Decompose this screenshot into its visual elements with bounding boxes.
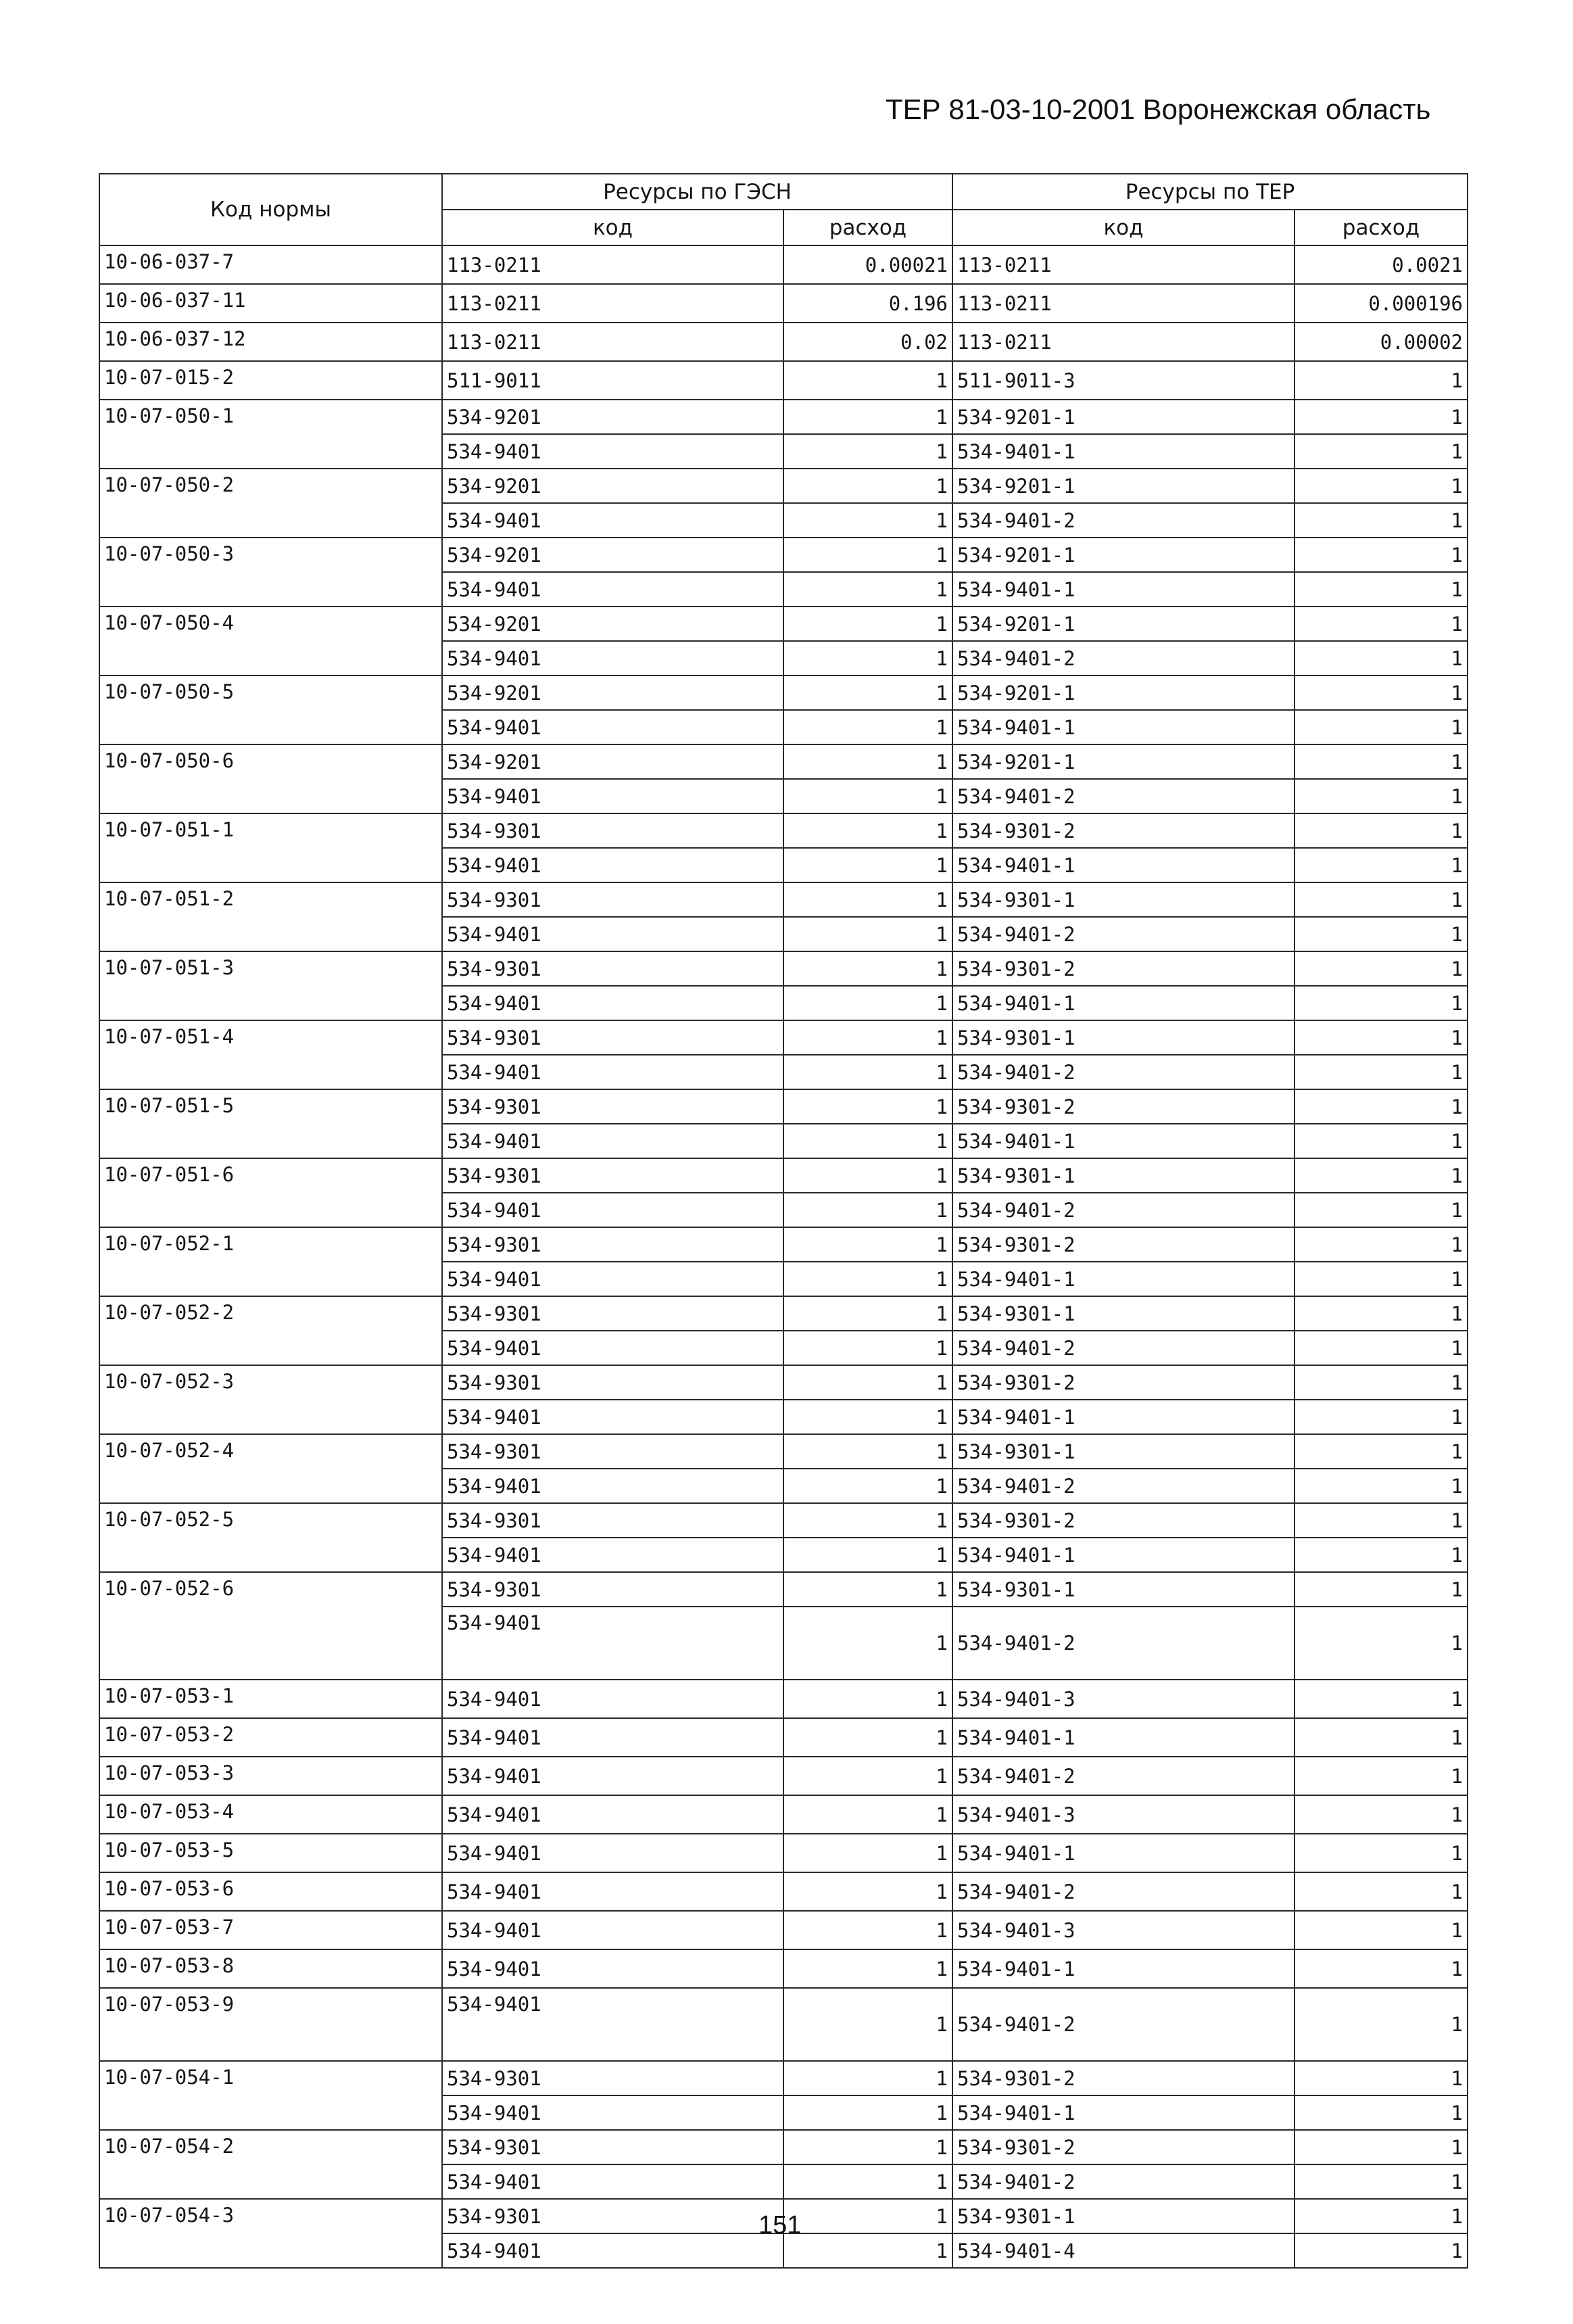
gesn-code-cell: 534-9301: [442, 813, 783, 848]
ter-code-cell: 534-9301-1: [952, 1020, 1294, 1055]
gesn-code-cell: 534-9401: [442, 572, 783, 607]
ter-code-cell: 534-9401-2: [952, 1469, 1294, 1503]
gesn-code-cell: 534-9401: [442, 1680, 783, 1718]
table-row: [99, 607, 1468, 641]
page-number: 151: [758, 2211, 802, 2239]
table-row: [99, 813, 1468, 848]
gesn-amount-cell: 1: [783, 641, 952, 675]
gesn-amount-cell: 1: [783, 848, 952, 882]
gesn-amount-cell: 1: [783, 361, 952, 400]
gesn-amount-cell: 1: [783, 710, 952, 744]
norm-code-cell: 10-07-052-4: [99, 1434, 442, 1503]
ter-amount-cell: 1: [1294, 710, 1468, 744]
ter-amount-cell: 1: [1294, 1834, 1468, 1872]
ter-code-cell: 534-9301-2: [952, 2130, 1294, 2164]
gesn-amount-cell: 1: [783, 882, 952, 917]
ter-resources-header: Ресурсы по ТЕР: [952, 174, 1468, 210]
table-row: [99, 1872, 1468, 1911]
gesn-code-cell: 113-0211: [442, 323, 783, 361]
gesn-code-cell: 534-9401: [442, 1055, 783, 1089]
ter-code-cell: 534-9301-1: [952, 1434, 1294, 1469]
ter-amount-cell: 1: [1294, 572, 1468, 607]
gesn-amount-cell: 1: [783, 1262, 952, 1296]
ter-code-cell: 534-9401-1: [952, 1124, 1294, 1158]
norm-code-cell: 10-07-053-5: [99, 1834, 442, 1872]
norms-resources-table: [99, 173, 1468, 2269]
gesn-code-cell: 534-9401: [442, 1872, 783, 1911]
ter-code-cell: 534-9401-1: [952, 848, 1294, 882]
ter-amount-cell: 1: [1294, 1757, 1468, 1795]
norm-code-cell: 10-06-037-7: [99, 245, 442, 284]
ter-code-cell: 534-9401-2: [952, 779, 1294, 813]
norm-code-cell: 10-07-051-2: [99, 882, 442, 951]
ter-amount-cell: 1: [1294, 1680, 1468, 1718]
gesn-code-cell: 534-9201: [442, 607, 783, 641]
gesn-amount-cell: 1: [783, 1572, 952, 1607]
norm-code-cell: 10-07-015-2: [99, 361, 442, 400]
gesn-amount-cell: 1: [783, 1718, 952, 1757]
ter-code-cell: 534-9401-1: [952, 1718, 1294, 1757]
gesn-amount-cell: 0.00021: [783, 245, 952, 284]
ter-code-cell: 534-9401-2: [952, 1757, 1294, 1795]
table-row: [99, 245, 1468, 284]
ter-code-cell: 534-9201-1: [952, 607, 1294, 641]
gesn-amount-cell: 1: [783, 1503, 952, 1538]
ter-code-cell: 534-9201-1: [952, 400, 1294, 434]
gesn-amount-cell: 1: [783, 1834, 952, 1872]
ter-code-cell: 534-9201-1: [952, 469, 1294, 503]
table-row: [99, 1988, 1468, 2061]
ter-code-cell: 534-9401-4: [952, 2233, 1294, 2268]
ter-amount-cell: 1: [1294, 469, 1468, 503]
ter-code-cell: 534-9201-1: [952, 538, 1294, 572]
ter-code-cell: 534-9301-2: [952, 1089, 1294, 1124]
ter-amount-cell: 1: [1294, 1331, 1468, 1365]
ter-amount-cell: 1: [1294, 2130, 1468, 2164]
ter-amount-header: расход: [1294, 210, 1468, 245]
ter-amount-cell: 1: [1294, 986, 1468, 1020]
table-row: [99, 744, 1468, 779]
gesn-amount-cell: 1: [783, 1055, 952, 1089]
norm-code-cell: 10-07-051-4: [99, 1020, 442, 1089]
ter-amount-cell: 1: [1294, 917, 1468, 951]
gesn-amount-cell: 1: [783, 1872, 952, 1911]
ter-code-cell: 534-9401-3: [952, 1680, 1294, 1718]
gesn-amount-cell: 0.196: [783, 284, 952, 323]
table-row: [99, 1834, 1468, 1872]
gesn-code-cell: 534-9401: [442, 2095, 783, 2130]
gesn-code-cell: 534-9401: [442, 848, 783, 882]
gesn-code-cell: 534-9401: [442, 1331, 783, 1365]
ter-code-cell: 534-9301-1: [952, 882, 1294, 917]
ter-amount-cell: 1: [1294, 503, 1468, 538]
gesn-code-cell: 534-9401: [442, 641, 783, 675]
gesn-amount-cell: 1: [783, 744, 952, 779]
ter-amount-cell: 1: [1294, 607, 1468, 641]
ter-code-cell: 534-9301-1: [952, 1296, 1294, 1331]
ter-amount-cell: 1: [1294, 538, 1468, 572]
norm-code-column-header: Код нормы: [99, 174, 442, 245]
gesn-code-cell: 534-9201: [442, 744, 783, 779]
gesn-code-cell: 534-9201: [442, 538, 783, 572]
norm-code-cell: 10-07-053-6: [99, 1872, 442, 1911]
table-row: [99, 1503, 1468, 1538]
norm-code-cell: 10-07-051-5: [99, 1089, 442, 1158]
gesn-code-cell: 534-9401: [442, 2233, 783, 2268]
ter-code-cell: 534-9301-2: [952, 1503, 1294, 1538]
gesn-amount-cell: 1: [783, 951, 952, 986]
ter-amount-cell: 1: [1294, 1503, 1468, 1538]
ter-code-cell: 534-9301-1: [952, 1158, 1294, 1193]
gesn-amount-cell: 1: [783, 1227, 952, 1262]
ter-code-cell: 534-9401-1: [952, 572, 1294, 607]
ter-code-cell: 534-9301-2: [952, 1365, 1294, 1400]
gesn-amount-cell: 1: [783, 2061, 952, 2095]
gesn-amount-cell: 1: [783, 1296, 952, 1331]
gesn-amount-cell: 1: [783, 2233, 952, 2268]
ter-code-cell: 534-9301-2: [952, 951, 1294, 986]
gesn-code-cell: 534-9201: [442, 675, 783, 710]
table-row: [99, 1434, 1468, 1469]
ter-amount-cell: 1: [1294, 1400, 1468, 1434]
norm-code-cell: 10-07-051-6: [99, 1158, 442, 1227]
gesn-amount-cell: 1: [783, 469, 952, 503]
ter-amount-cell: 1: [1294, 361, 1468, 400]
ter-amount-cell: 1: [1294, 882, 1468, 917]
ter-amount-cell: 1: [1294, 2199, 1468, 2233]
table-row: [99, 1020, 1468, 1055]
norm-code-cell: 10-06-037-11: [99, 284, 442, 323]
gesn-code-cell: 534-9401: [442, 1124, 783, 1158]
gesn-code-cell: 534-9401: [442, 1262, 783, 1296]
norm-code-cell: 10-07-053-1: [99, 1680, 442, 1718]
gesn-code-cell: 534-9301: [442, 1572, 783, 1607]
table-row: [99, 1757, 1468, 1795]
ter-amount-cell: 1: [1294, 1434, 1468, 1469]
gesn-code-cell: 534-9401: [442, 1718, 783, 1757]
table-row: [99, 538, 1468, 572]
ter-code-cell: 534-9401-2: [952, 1331, 1294, 1365]
gesn-code-cell: 534-9301: [442, 1020, 783, 1055]
norm-code-cell: 10-07-054-2: [99, 2130, 442, 2199]
ter-code-cell: 113-0211: [952, 284, 1294, 323]
gesn-code-cell: 534-9301: [442, 1434, 783, 1469]
ter-code-cell: 534-9401-2: [952, 1988, 1294, 2061]
table-row: [99, 1911, 1468, 1949]
ter-amount-cell: 1: [1294, 1795, 1468, 1834]
norm-code-cell: 10-07-053-7: [99, 1911, 442, 1949]
ter-amount-cell: 1: [1294, 2164, 1468, 2199]
gesn-code-cell: 534-9301: [442, 951, 783, 986]
gesn-amount-cell: 1: [783, 917, 952, 951]
gesn-code-cell: 534-9401: [442, 1757, 783, 1795]
ter-amount-cell: 1: [1294, 2095, 1468, 2130]
ter-amount-cell: 1: [1294, 1193, 1468, 1227]
table-row: [99, 2130, 1468, 2164]
ter-amount-cell: 1: [1294, 1089, 1468, 1124]
gesn-amount-cell: 1: [783, 538, 952, 572]
gesn-amount-cell: 0.02: [783, 323, 952, 361]
gesn-amount-cell: 1: [783, 1680, 952, 1718]
gesn-amount-cell: 1: [783, 675, 952, 710]
norm-code-cell: 10-07-052-5: [99, 1503, 442, 1572]
gesn-amount-cell: 1: [783, 1988, 952, 2061]
gesn-code-header: код: [442, 210, 783, 245]
norm-code-cell: 10-07-053-3: [99, 1757, 442, 1795]
ter-amount-cell: 1: [1294, 2061, 1468, 2095]
gesn-amount-cell: 1: [783, 813, 952, 848]
gesn-amount-cell: 1: [783, 2095, 952, 2130]
gesn-amount-cell: 1: [783, 2199, 952, 2233]
ter-amount-cell: 1: [1294, 1055, 1468, 1089]
table-row: [99, 469, 1468, 503]
norm-code-cell: 10-07-050-6: [99, 744, 442, 813]
norm-code-cell: 10-07-054-1: [99, 2061, 442, 2130]
ter-amount-cell: 0.000196: [1294, 284, 1468, 323]
gesn-amount-cell: 1: [783, 607, 952, 641]
gesn-amount-cell: 1: [783, 572, 952, 607]
norm-code-cell: 10-07-053-4: [99, 1795, 442, 1834]
ter-amount-cell: 1: [1294, 1469, 1468, 1503]
gesn-code-cell: 534-9401: [442, 710, 783, 744]
norm-code-cell: 10-07-050-1: [99, 400, 442, 469]
ter-amount-cell: 1: [1294, 434, 1468, 469]
gesn-code-cell: 534-9301: [442, 2130, 783, 2164]
ter-amount-cell: 1: [1294, 2233, 1468, 2268]
table-row: [99, 400, 1468, 434]
gesn-amount-cell: 1: [783, 2130, 952, 2164]
gesn-code-cell: 534-9301: [442, 2061, 783, 2095]
ter-code-cell: 534-9201-1: [952, 744, 1294, 779]
gesn-code-cell: 534-9401: [442, 917, 783, 951]
table-row: [99, 1158, 1468, 1193]
ter-amount-cell: 1: [1294, 1158, 1468, 1193]
ter-amount-cell: 1: [1294, 400, 1468, 434]
table-row: [99, 1296, 1468, 1331]
gesn-code-cell: 534-9401: [442, 1834, 783, 1872]
table-row: [99, 1572, 1468, 1607]
gesn-code-cell: 534-9401: [442, 1607, 783, 1680]
gesn-amount-cell: 1: [783, 1469, 952, 1503]
ter-code-cell: 113-0211: [952, 323, 1294, 361]
norm-code-cell: 10-07-051-1: [99, 813, 442, 882]
gesn-code-cell: 534-9401: [442, 2164, 783, 2199]
gesn-amount-cell: 1: [783, 986, 952, 1020]
ter-code-cell: 534-9201-1: [952, 675, 1294, 710]
norm-code-cell: 10-07-054-3: [99, 2199, 442, 2268]
gesn-code-cell: 534-9301: [442, 1089, 783, 1124]
norm-code-cell: 10-07-051-3: [99, 951, 442, 1020]
gesn-code-cell: 113-0211: [442, 245, 783, 284]
table-row: [99, 1795, 1468, 1834]
ter-code-cell: 534-9401-1: [952, 1262, 1294, 1296]
ter-amount-cell: 1: [1294, 1538, 1468, 1572]
gesn-amount-cell: 1: [783, 1089, 952, 1124]
gesn-code-cell: 534-9301: [442, 1365, 783, 1400]
table-row: [99, 1365, 1468, 1400]
gesn-code-cell: 534-9401: [442, 1400, 783, 1434]
table-row: [99, 361, 1468, 400]
gesn-code-cell: 534-9201: [442, 469, 783, 503]
ter-amount-cell: 1: [1294, 1949, 1468, 1988]
table-row: [99, 1680, 1468, 1718]
gesn-amount-cell: 1: [783, 1331, 952, 1365]
table-row: [99, 284, 1468, 323]
table-row: [99, 1089, 1468, 1124]
gesn-amount-cell: 1: [783, 1193, 952, 1227]
ter-amount-cell: 1: [1294, 1872, 1468, 1911]
ter-amount-cell: 1: [1294, 1124, 1468, 1158]
gesn-code-cell: 534-9401: [442, 1538, 783, 1572]
norm-code-cell: 10-07-050-4: [99, 607, 442, 675]
ter-amount-cell: 1: [1294, 951, 1468, 986]
ter-amount-cell: 1: [1294, 1718, 1468, 1757]
gesn-amount-cell: 1: [783, 1757, 952, 1795]
ter-amount-cell: 1: [1294, 675, 1468, 710]
ter-code-cell: 534-9401-3: [952, 1911, 1294, 1949]
table-row: [99, 675, 1468, 710]
gesn-amount-cell: 1: [783, 779, 952, 813]
gesn-amount-cell: 1: [783, 1158, 952, 1193]
table-row: [99, 951, 1468, 986]
table-body: [99, 245, 1468, 2268]
ter-amount-cell: 1: [1294, 1296, 1468, 1331]
ter-amount-cell: 1: [1294, 813, 1468, 848]
gesn-amount-cell: 1: [783, 1949, 952, 1988]
gesn-code-cell: 534-9301: [442, 2199, 783, 2233]
gesn-code-cell: 534-9401: [442, 1193, 783, 1227]
gesn-amount-cell: 1: [783, 1538, 952, 1572]
norm-code-cell: 10-07-050-2: [99, 469, 442, 538]
gesn-amount-cell: 1: [783, 503, 952, 538]
ter-code-cell: 534-9401-1: [952, 710, 1294, 744]
ter-code-cell: 534-9401-2: [952, 1193, 1294, 1227]
gesn-amount-cell: 1: [783, 1795, 952, 1834]
gesn-resources-header: Ресурсы по ГЭСН: [442, 174, 952, 210]
gesn-amount-header: расход: [783, 210, 952, 245]
gesn-code-cell: 534-9401: [442, 1469, 783, 1503]
ter-code-cell: 534-9401-1: [952, 1538, 1294, 1572]
ter-code-cell: 113-0211: [952, 245, 1294, 284]
ter-amount-cell: 0.00002: [1294, 323, 1468, 361]
gesn-code-cell: 534-9301: [442, 1503, 783, 1538]
norm-code-cell: 10-07-053-2: [99, 1718, 442, 1757]
ter-amount-cell: 1: [1294, 1607, 1468, 1680]
gesn-code-cell: 113-0211: [442, 284, 783, 323]
ter-amount-cell: 1: [1294, 848, 1468, 882]
ter-code-cell: 534-9401-2: [952, 1872, 1294, 1911]
gesn-amount-cell: 1: [783, 1365, 952, 1400]
norm-code-cell: 10-07-053-9: [99, 1988, 442, 2061]
norm-code-cell: 10-07-052-1: [99, 1227, 442, 1296]
ter-amount-cell: 1: [1294, 1365, 1468, 1400]
gesn-code-cell: 534-9301: [442, 1227, 783, 1262]
ter-code-cell: 511-9011-3: [952, 361, 1294, 400]
ter-code-cell: 534-9401-2: [952, 1607, 1294, 1680]
gesn-code-cell: 534-9401: [442, 986, 783, 1020]
norm-code-cell: 10-07-052-3: [99, 1365, 442, 1434]
norm-code-cell: 10-07-053-8: [99, 1949, 442, 1988]
ter-code-header: код: [952, 210, 1294, 245]
gesn-code-cell: 534-9401: [442, 779, 783, 813]
ter-code-cell: 534-9301-2: [952, 2061, 1294, 2095]
gesn-amount-cell: 1: [783, 1020, 952, 1055]
table-row: [99, 323, 1468, 361]
gesn-amount-cell: 1: [783, 1607, 952, 1680]
table-row: [99, 882, 1468, 917]
gesn-amount-cell: 1: [783, 434, 952, 469]
gesn-code-cell: 511-9011: [442, 361, 783, 400]
ter-code-cell: 534-9301-2: [952, 1227, 1294, 1262]
ter-code-cell: 534-9301-1: [952, 1572, 1294, 1607]
ter-amount-cell: 1: [1294, 1227, 1468, 1262]
ter-amount-cell: 0.0021: [1294, 245, 1468, 284]
table-row: [99, 1718, 1468, 1757]
gesn-amount-cell: 1: [783, 1911, 952, 1949]
gesn-code-cell: 534-9401: [442, 1988, 783, 2061]
gesn-amount-cell: 1: [783, 2164, 952, 2199]
table-row: [99, 1227, 1468, 1262]
gesn-code-cell: 534-9401: [442, 1911, 783, 1949]
ter-code-cell: 534-9401-2: [952, 917, 1294, 951]
gesn-code-cell: 534-9401: [442, 503, 783, 538]
norm-code-cell: 10-07-052-6: [99, 1572, 442, 1680]
norm-code-cell: 10-07-052-2: [99, 1296, 442, 1365]
ter-code-cell: 534-9301-2: [952, 813, 1294, 848]
gesn-amount-cell: 1: [783, 1400, 952, 1434]
ter-code-cell: 534-9401-2: [952, 503, 1294, 538]
gesn-amount-cell: 1: [783, 1434, 952, 1469]
ter-amount-cell: 1: [1294, 1572, 1468, 1607]
ter-amount-cell: 1: [1294, 641, 1468, 675]
ter-amount-cell: 1: [1294, 779, 1468, 813]
gesn-amount-cell: 1: [783, 1124, 952, 1158]
ter-amount-cell: 1: [1294, 1988, 1468, 2061]
ter-amount-cell: 1: [1294, 1262, 1468, 1296]
gesn-amount-cell: 1: [783, 400, 952, 434]
table-header: [99, 174, 1468, 245]
ter-code-cell: 534-9401-1: [952, 1949, 1294, 1988]
ter-code-cell: 534-9401-1: [952, 1834, 1294, 1872]
gesn-code-cell: 534-9401: [442, 434, 783, 469]
gesn-code-cell: 534-9401: [442, 1949, 783, 1988]
gesn-code-cell: 534-9401: [442, 1795, 783, 1834]
table-row: [99, 1949, 1468, 1988]
ter-amount-cell: 1: [1294, 1020, 1468, 1055]
ter-code-cell: 534-9401-1: [952, 2095, 1294, 2130]
gesn-code-cell: 534-9201: [442, 400, 783, 434]
ter-code-cell: 534-9401-1: [952, 434, 1294, 469]
ter-amount-cell: 1: [1294, 1911, 1468, 1949]
ter-code-cell: 534-9401-1: [952, 986, 1294, 1020]
ter-code-cell: 534-9401-2: [952, 1055, 1294, 1089]
norm-code-cell: 10-07-050-5: [99, 675, 442, 744]
ter-code-cell: 534-9401-2: [952, 641, 1294, 675]
norm-code-cell: 10-07-050-3: [99, 538, 442, 607]
ter-code-cell: 534-9401-2: [952, 2164, 1294, 2199]
table-row: [99, 2061, 1468, 2095]
gesn-code-cell: 534-9301: [442, 1296, 783, 1331]
norm-code-cell: 10-06-037-12: [99, 323, 442, 361]
gesn-code-cell: 534-9301: [442, 882, 783, 917]
gesn-code-cell: 534-9301: [442, 1158, 783, 1193]
ter-amount-cell: 1: [1294, 744, 1468, 779]
ter-code-cell: 534-9401-1: [952, 1400, 1294, 1434]
ter-code-cell: 534-9401-3: [952, 1795, 1294, 1834]
ter-code-cell: 534-9301-1: [952, 2199, 1294, 2233]
page-header: ТЕР 81-03-10-2001 Воронежская область: [886, 93, 1431, 125]
